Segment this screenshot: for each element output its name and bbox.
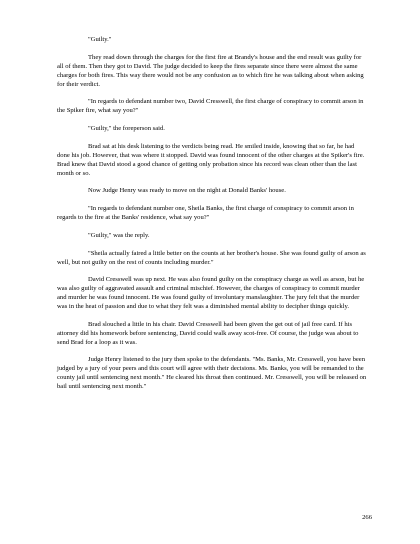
paragraph: "In regards to defendant number two, David Cresswell, the first charge of conspiracy to commit arson in the Spiker fire, what say you?" bbox=[57, 98, 364, 115]
paragraph: "Guilty." bbox=[88, 36, 112, 43]
paragraph: They read down through the charges for the first fire at Brandy's house and the end result was guilty for all of them. Then they got to David. The judge decided to keep the fires separate since there were almost the same charges for both fires. This way there would not be any confusion as to which fire he was talking about when asking for their verdict. bbox=[57, 53, 364, 88]
paragraph: "Guilty," was the reply. bbox=[88, 231, 150, 239]
page-number: 266 bbox=[362, 514, 372, 521]
paragraph: Judge Henry listened to the jury then spoke to the defendants. "Ms. Banks, Mr. Cresswell, you have been judged by a jury of your peers and this court will agree with their decisions. Ms. Banks, you will be remanded to the county jail until sentencing next month." He cleared his throat then continued. Mr. Cresswell, you will be released on bail until sentencing next month." bbox=[57, 356, 367, 391]
paragraph: David Cresswell was up next. He was also found guilty on the conspiracy charge as well as arson, but he was also guilty of aggravated assault and criminal mischief. However, the charges of conspiracy to commit murder and murder he was found innocent. He was found guilty of involuntary manslaughter. The jury felt that the murder was in the heat of passion and due to what they felt was a diminished mental ability to decipher things quickly. bbox=[57, 276, 365, 311]
paragraph: Now Judge Henry was ready to move on the night at Donald Banks' house. bbox=[88, 187, 286, 195]
paragraph: Brad sat at his desk listening to the verdicts being read. He smiled inside, knowing that so far, he had done his job. However, that was where it stopped. David was found innocent of the other charges at the Spiker's fire. Brad knew that David stood a good chance of getting only probation since his record was clean other than the last month or so. bbox=[57, 142, 365, 177]
paragraph: Brad slouched a little in his chair. David Cresswell had been given the get out of jail free card. If his attorney did his homework before sentencing, David could walk away scot-free. Of course, the judge was about to send Brad for a loop as it was. bbox=[57, 320, 359, 346]
paragraph: "Guilty," the foreperson said. bbox=[88, 125, 165, 133]
paragraph: "Sheila actually faired a little better on the counts at her brother's house. She was found guilty of arson as well, but not guilty on the rest of counts including murder." bbox=[57, 249, 366, 266]
page-body bbox=[57, 36, 367, 401]
paragraph: "In regards to defendant number one, Sheila Banks, the first charge of conspiracy to commit arson in regards to the fire at the Banks' residence, what say you?" bbox=[57, 205, 354, 222]
